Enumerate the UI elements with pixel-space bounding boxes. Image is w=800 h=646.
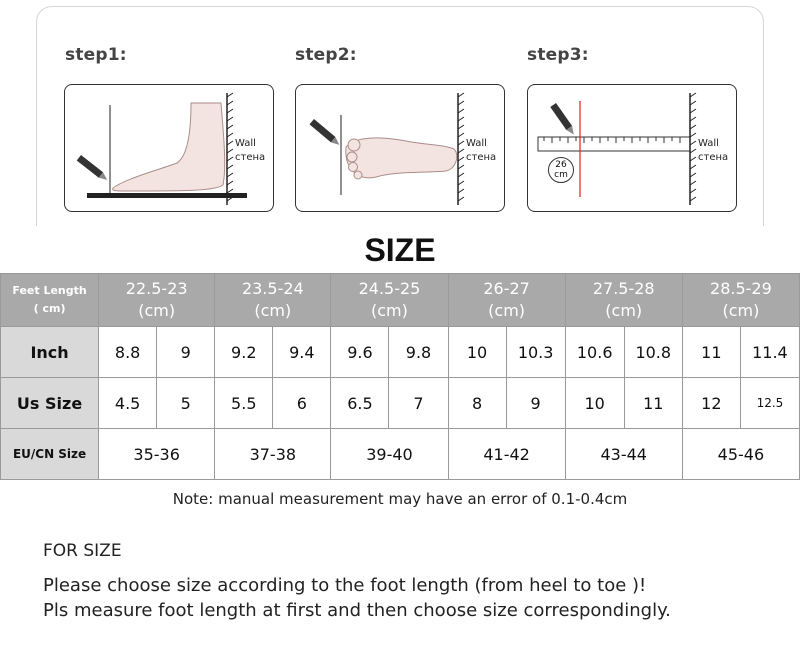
us-size-cell: 12.5 [740, 378, 799, 429]
us-size-cell: 10 [565, 378, 624, 429]
length-unit: (cm) [138, 301, 176, 320]
length-group-cell [215, 274, 331, 327]
length-unit: (cm) [605, 301, 643, 320]
length-unit: (cm) [254, 301, 292, 320]
us-size-cell: 4.5 [99, 378, 157, 429]
inch-cell: 10 [448, 327, 506, 378]
inch-row [1, 327, 800, 378]
wall-label-en: Wall [466, 138, 487, 149]
for-size-heading: FOR SIZE [43, 541, 122, 561]
length-unit: (cm) [488, 301, 526, 320]
us-size-cell: 11 [624, 378, 682, 429]
length-range: 27.5-28 [592, 279, 655, 298]
length-unit: (cm) [371, 301, 408, 320]
eu-cn-size-cell: 41-42 [448, 429, 565, 480]
wall-label-ru: стена [235, 152, 266, 163]
eu-cn-size-cell: 37-38 [215, 429, 331, 480]
inch-cell: 8.8 [99, 327, 157, 378]
step2-title: step2: [295, 45, 357, 65]
length-range: 22.5-23 [125, 279, 188, 298]
step2-wall-label [466, 137, 496, 165]
wall-label-ru: стена [698, 152, 729, 163]
inch-cell: 11 [682, 327, 740, 378]
size-chart-title: SIZE [0, 226, 800, 274]
eu-cn-size-row [1, 429, 800, 480]
length-range: 24.5-25 [358, 279, 421, 298]
us-size-cell: 7 [389, 378, 448, 429]
measurement-steps-card [36, 6, 764, 256]
ruler-value: 26 [555, 160, 567, 170]
instruction-line-1: Please choose size according to the foot length (from heel to toe )! [43, 575, 647, 596]
ruler-unit: cm [554, 170, 568, 180]
length-group-cell [99, 274, 215, 327]
length-group-cell [331, 274, 448, 327]
us-size-cell: 9 [506, 378, 565, 429]
measurement-error-note: Note: manual measurement may have an error of 0.1-0.4cm [172, 490, 628, 508]
wall-label-ru: стена [466, 152, 497, 163]
step1-title: step1: [65, 45, 127, 65]
inch-cell: 9.2 [215, 327, 273, 378]
feet-length-row [1, 274, 800, 327]
length-range: 26-27 [483, 279, 530, 298]
inch-cell: 11.4 [740, 327, 799, 378]
step1-illustration [64, 84, 274, 212]
inch-row-label: Inch [1, 327, 99, 378]
inch-cell: 9.4 [273, 327, 331, 378]
wall-label-en: Wall [698, 138, 719, 149]
step3-illustration [527, 84, 737, 212]
length-range: 28.5-29 [710, 279, 772, 298]
step1-wall-label [235, 137, 265, 165]
eu-cn-size-cell: 35-36 [99, 429, 215, 480]
us-size-cell: 5 [157, 378, 215, 429]
feet-length-label: Feet Length [12, 284, 87, 297]
inch-cell: 10.3 [506, 327, 565, 378]
eu-cn-size-cell: 43-44 [565, 429, 682, 480]
us-size-cell: 8 [448, 378, 506, 429]
inch-cell: 9.6 [331, 327, 389, 378]
inch-cell: 9.8 [389, 327, 448, 378]
feet-length-header [1, 274, 99, 327]
inch-cell: 9 [157, 327, 215, 378]
inch-cell: 10.8 [624, 327, 682, 378]
length-group-cell [448, 274, 565, 327]
inch-cell: 10.6 [565, 327, 624, 378]
eu-cn-size-row-label: EU/CN Size [1, 429, 99, 480]
instruction-line-2: Pls measure foot length at first and then choose size correspondingly. [43, 600, 671, 621]
eu-cn-size-cell: 45-46 [682, 429, 799, 480]
us-size-cell: 5.5 [215, 378, 273, 429]
us-size-row [1, 378, 800, 429]
eu-cn-size-cell: 39-40 [331, 429, 448, 480]
us-size-cell: 6.5 [331, 378, 389, 429]
us-size-cell: 12 [682, 378, 740, 429]
step2-illustration [295, 84, 505, 212]
length-group-cell [682, 274, 799, 327]
feet-length-unit: ( cm) [33, 302, 66, 315]
us-size-row-label: Us Size [1, 378, 99, 429]
wall-label-en: Wall [235, 138, 256, 149]
step3-title: step3: [527, 45, 589, 65]
length-unit: (cm) [722, 301, 760, 320]
ruler-reading-badge [548, 157, 574, 183]
size-chart-table [0, 273, 800, 480]
length-range: 23.5-24 [241, 279, 304, 298]
length-group-cell [565, 274, 682, 327]
step3-wall-label [698, 137, 728, 165]
us-size-cell: 6 [273, 378, 331, 429]
